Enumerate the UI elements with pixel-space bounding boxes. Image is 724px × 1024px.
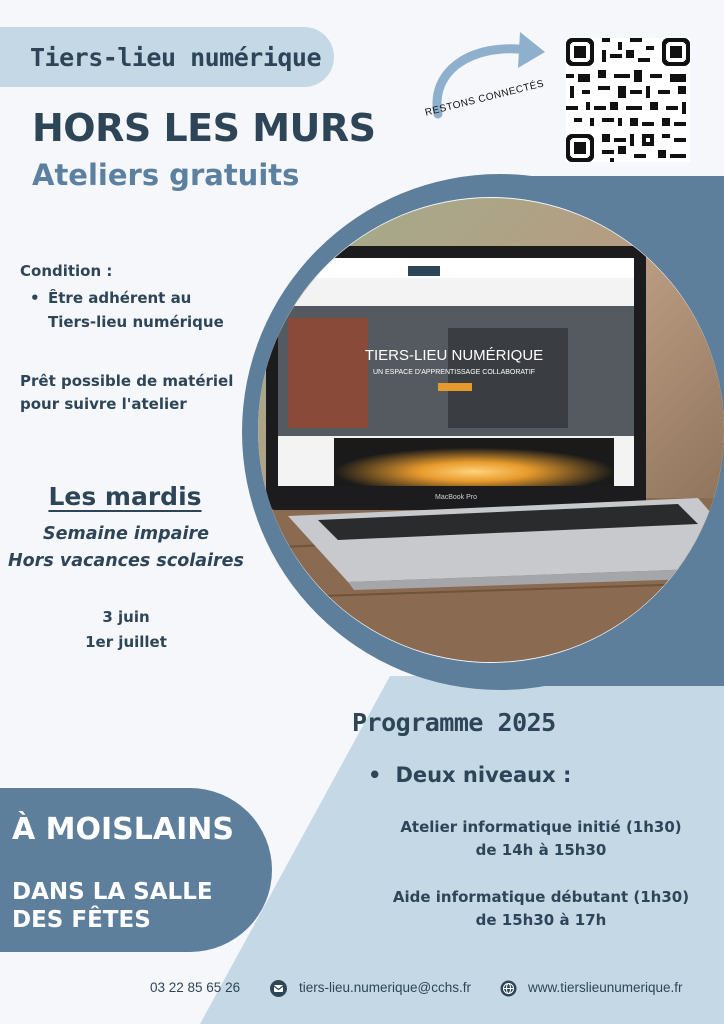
qr-code-icon[interactable] bbox=[566, 38, 690, 162]
schedule-date: 1er juillet bbox=[85, 633, 167, 651]
condition-title: Condition : bbox=[20, 262, 113, 280]
workshop-item bbox=[380, 886, 702, 932]
program-levels bbox=[368, 763, 571, 787]
site-title: TIERS-LIEU NUMÉRIQUE bbox=[364, 347, 544, 364]
condition-item bbox=[30, 286, 240, 334]
schedule-date: 3 juin bbox=[102, 608, 150, 626]
workshop-time: de 14h à 15h30 bbox=[475, 841, 607, 859]
qr-caption: RESTONS CONNECTÉS bbox=[424, 78, 546, 119]
contact-email[interactable]: tiers-lieu.numerique@cchs.fr bbox=[299, 980, 472, 995]
mail-icon bbox=[270, 980, 287, 997]
contact-website[interactable]: www.tierslieunumerique.fr bbox=[528, 980, 683, 995]
workshop-time: de 15h30 à 17h bbox=[475, 911, 607, 929]
bullet-icon: • bbox=[30, 289, 40, 307]
location-venue: DANS LA SALLE DES FÊTES bbox=[12, 879, 213, 933]
contact-footer bbox=[0, 978, 724, 1002]
program-title: Programme 2025 bbox=[352, 708, 556, 737]
location-town: À MOISLAINS bbox=[12, 812, 234, 847]
schedule-week: Semaine impaire bbox=[42, 524, 209, 544]
workshop-item bbox=[380, 816, 702, 862]
condition-item-text: Être adhérent au Tiers-lieu numérique bbox=[48, 289, 224, 331]
page-title: HORS LES MURS bbox=[32, 106, 376, 150]
header-tag: Tiers-lieu numérique bbox=[0, 27, 334, 87]
bullet-icon: • bbox=[368, 763, 382, 787]
schedule-holidays: Hors vacances scolaires bbox=[8, 551, 244, 571]
contact-phone[interactable]: 03 22 85 65 26 bbox=[150, 980, 241, 995]
loan-note: Prêt possible de matériel pour suivre l'atelier bbox=[20, 372, 234, 413]
page-subtitle: Ateliers gratuits bbox=[32, 158, 300, 192]
site-subtitle: UN ESPACE D'APPRENTISSAGE COLLABORATIF bbox=[372, 369, 536, 376]
workshop-name: Aide informatique débutant (1h30) bbox=[392, 888, 690, 906]
laptop-label: MacBook Pro bbox=[434, 494, 478, 501]
globe-icon bbox=[500, 980, 517, 997]
workshop-name: Atelier informatique initié (1h30) bbox=[400, 818, 682, 836]
schedule-day: Les mardis bbox=[48, 482, 202, 511]
laptop-photo bbox=[258, 198, 724, 662]
program-levels-text: Deux niveaux : bbox=[395, 763, 572, 787]
